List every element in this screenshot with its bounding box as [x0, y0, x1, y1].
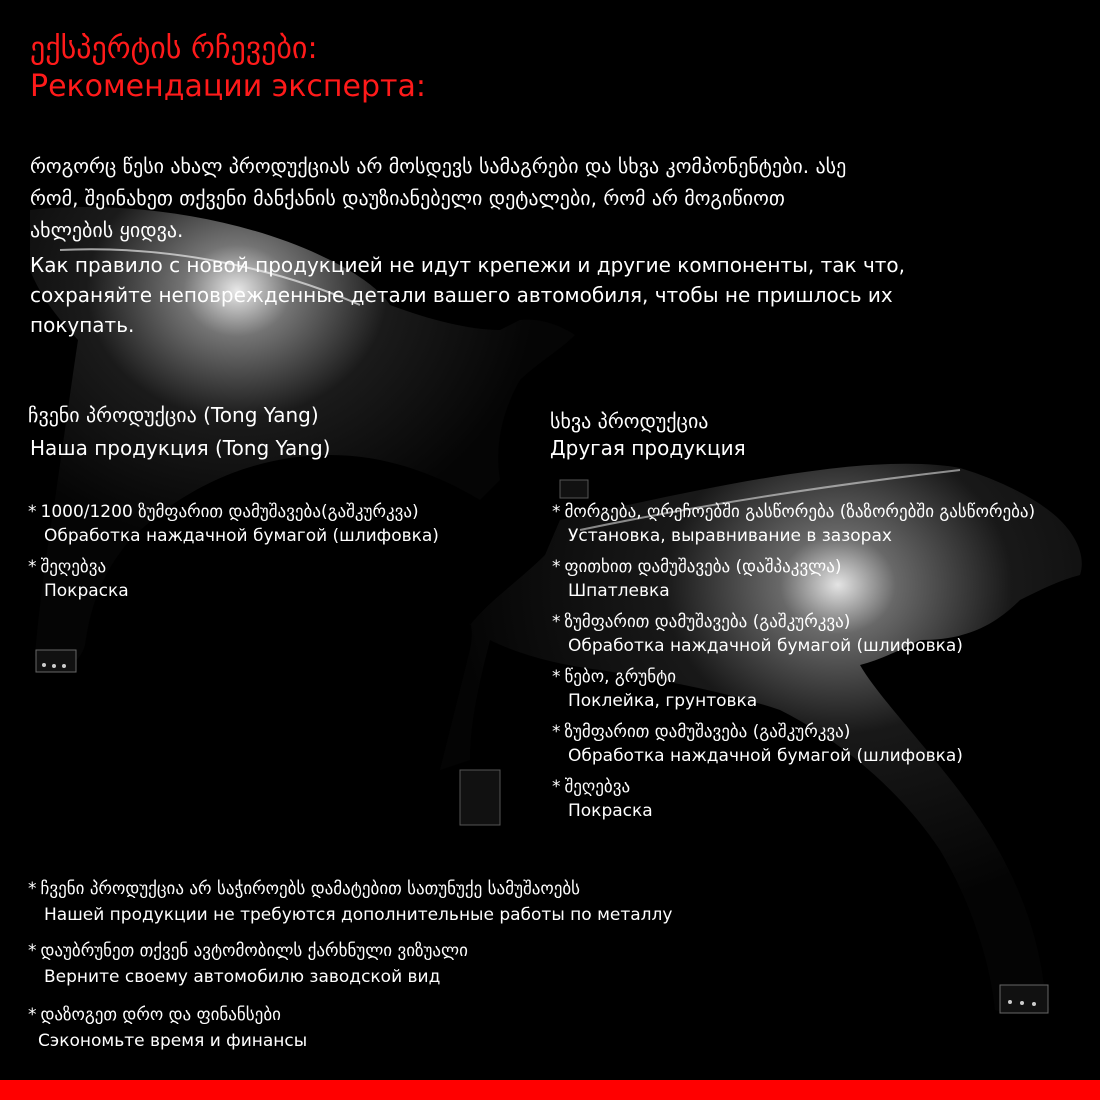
- bullet-star: *: [552, 722, 561, 742]
- benefit-item: [28, 938, 468, 990]
- bullet-star: *: [28, 941, 37, 961]
- intro-ru-line: Как правило с новой продукцией не идут крепежи и другие компоненты, так что,: [30, 253, 906, 277]
- bullet-star: *: [552, 502, 561, 522]
- other-step: [552, 720, 963, 768]
- step-ru: Шпатлевка: [568, 581, 670, 601]
- bullet-star: *: [552, 667, 561, 687]
- step-ru: Покраска: [568, 801, 653, 821]
- step-ru: Поклейка, грунтовка: [568, 691, 758, 711]
- intro-ru-line: покупать.: [30, 313, 135, 337]
- step-ru: Обработка наждачной бумагой (шлифовка): [44, 526, 439, 546]
- our-step: [28, 555, 129, 603]
- bullet-star: *: [28, 879, 37, 899]
- intro-ka-line: როგორც წესი ახალ პროდუქციას არ მოსდევს სამაგრები და სხვა კომპონენტები. ასე: [30, 154, 847, 178]
- title-russian: Рекомендации эксперта:: [30, 69, 426, 104]
- intro-ru-line: сохраняйте неповрежденные детали вашего автомобиля, чтобы не пришлось их: [30, 283, 893, 307]
- step-ru: Покраска: [44, 581, 129, 601]
- our-product-heading-ka: ჩვენი პროდუქცია (Tong Yang): [28, 403, 319, 427]
- other-step: [552, 610, 963, 658]
- other-step: [552, 775, 653, 823]
- step-ru: Установка, выравнивание в зазорах: [568, 526, 892, 546]
- benefit-ka: ჩვენი პროდუქცია არ საჭიროებს დამატებით სათუნუქე სამუშაოებს: [40, 879, 581, 899]
- benefit-ka: დაუბრუნეთ თქვენ ავტომობილს ქარხნული ვიზუალი: [40, 941, 468, 961]
- step-ka: წებო, გრუნტი: [564, 667, 676, 687]
- bullet-star: *: [28, 1005, 37, 1025]
- benefit-ru: Сэкономьте время и финансы: [38, 1031, 308, 1051]
- step-ru: Обработка наждачной бумагой (шлифовка): [568, 746, 963, 766]
- our-product-heading-ru: Наша продукция (Tong Yang): [30, 436, 331, 460]
- step-ka: შეღებვა: [564, 777, 631, 797]
- intro-ka-line: ახლების ყიდვა.: [30, 218, 184, 242]
- benefit-ka: დაზოგეთ დრო და ფინანსები: [40, 1005, 281, 1025]
- title-georgian: ექსპერტის რჩევები:: [30, 31, 318, 66]
- intro-russian: [30, 250, 1080, 340]
- other-product-heading-ru: Другая продукция: [550, 436, 746, 460]
- our-step: [28, 500, 439, 548]
- step-ka: შეღებვა: [40, 557, 107, 577]
- step-ka: ზუმფარით დამუშავება (გაშკურკვა): [564, 722, 851, 742]
- other-step: [552, 555, 842, 603]
- footer-red-bar: [0, 1080, 1100, 1100]
- benefit-item: [28, 1002, 307, 1054]
- step-ka: მორგება, ღრეჩოებში გასწორება (ზაზორებში გასწორება): [564, 502, 1036, 522]
- other-product-heading-ka: სხვა პროდუქცია: [550, 409, 709, 433]
- step-ka: 1000/1200 ზუმფარით დამუშავება(გაშკურკვა): [40, 502, 419, 522]
- bullet-star: *: [552, 612, 561, 632]
- benefit-item: [28, 876, 672, 928]
- bullet-star: *: [552, 777, 561, 797]
- benefit-ru: Верните своему автомобилю заводской вид: [44, 967, 441, 987]
- other-step: [552, 500, 1035, 548]
- step-ru: Обработка наждачной бумагой (шлифовка): [568, 636, 963, 656]
- bullet-star: *: [552, 557, 561, 577]
- other-step: [552, 665, 757, 713]
- bullet-star: *: [28, 557, 37, 577]
- intro-ka-line: რომ, შეინახეთ თქვენი მანქანის დაუზიანებელი დეტალები, რომ არ მოგიწიოთ: [30, 186, 785, 210]
- step-ka: ზუმფარით დამუშავება (გაშკურკვა): [564, 612, 851, 632]
- benefit-ru: Нашей продукции не требуются дополнительные работы по металлу: [44, 905, 673, 925]
- step-ka: ფითხით დამუშავება (დაშპაკვლა): [564, 557, 842, 577]
- bullet-star: *: [28, 502, 37, 522]
- intro-georgian: [30, 150, 1080, 246]
